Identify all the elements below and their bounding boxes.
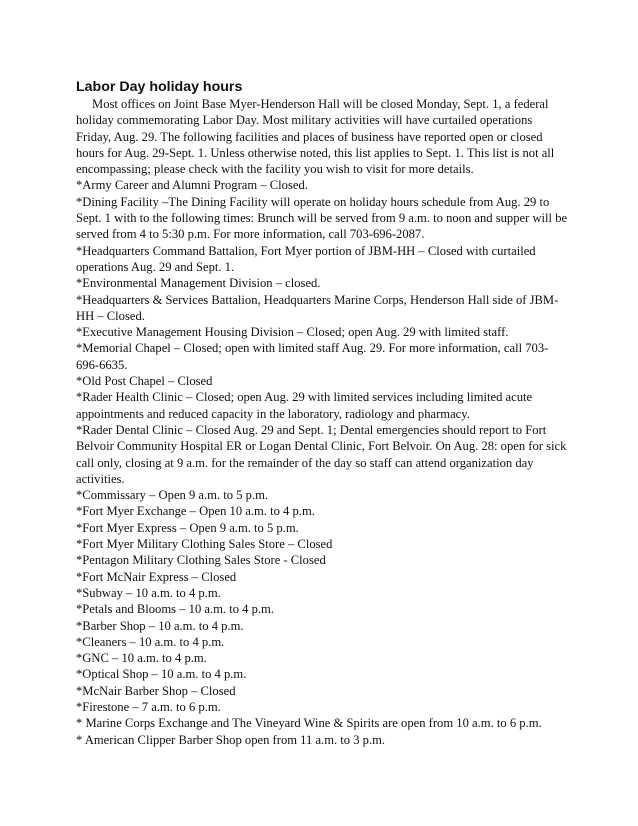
list-item-fort-myer-express: *Fort Myer Express – Open 9 a.m. to 5 p.m.	[76, 520, 299, 535]
list-item-firestone: *Firestone – 7 a.m. to 6 p.m.	[76, 699, 221, 714]
list-item-fort-myer-clothing: *Fort Myer Military Clothing Sales Store – Closed	[76, 537, 333, 552]
document-title: Labor Day holiday hours	[76, 79, 243, 95]
list-item-pentagon-clothing: *Pentagon Military Clothing Sales Store - Closed	[76, 553, 326, 568]
list-item-army-career: *Army Career and Alumni Program – Closed.	[76, 178, 308, 193]
list-item-hq-services-battalion: *Headquarters & Services Battalion, Headquarters Marine Corps, Henderson Hall side of JBM-HH – Closed.	[76, 292, 559, 323]
list-item-rader-health-clinic: *Rader Health Clinic – Closed; open Aug. 29 with limited services including limited acute appointments and reduced capacity in the laboratory, radiology and pharmacy.	[76, 390, 533, 421]
list-item-petals-and-blooms: *Petals and Blooms – 10 a.m. to 4 p.m.	[76, 602, 274, 617]
list-item-optical-shop: *Optical Shop – 10 a.m. to 4 p.m.	[76, 667, 247, 682]
document-body	[76, 96, 568, 748]
list-item-hq-command-battalion: *Headquarters Command Battalion, Fort Myer portion of JBM-HH – Closed with curtailed operations Aug. 29 and Sept. 1.	[76, 243, 536, 274]
list-item-marine-corps-exchange: * Marine Corps Exchange and The Vineyard Wine & Spirits are open from 10 a.m. to 6 p.m.	[76, 716, 542, 731]
list-item-cleaners: *Cleaners – 10 a.m. to 4 p.m.	[76, 634, 225, 649]
list-item-environmental-management: *Environmental Management Division – closed.	[76, 276, 321, 291]
list-item-commissary: *Commissary – Open 9 a.m. to 5 p.m.	[76, 488, 269, 503]
list-item-executive-housing: *Executive Management Housing Division – Closed; open Aug. 29 with limited staff.	[76, 325, 509, 340]
list-item-fort-myer-exchange: *Fort Myer Exchange – Open 10 a.m. to 4 p.m.	[76, 504, 315, 519]
list-item-mcnair-barber-shop: *McNair Barber Shop – Closed	[76, 683, 236, 698]
list-item-dining-facility: *Dining Facility –The Dining Facility will operate on holiday hours schedule from Aug. 29 to Sept. 1 with to the following times: Brunch will be served from 9 a.m. to noon and supper will be served from 4 to 5:30 p.m. For more information, call 703-696-2087.	[76, 194, 568, 242]
list-item-barber-shop: *Barber Shop – 10 a.m. to 4 p.m.	[76, 618, 244, 633]
list-item-old-post-chapel: *Old Post Chapel – Closed	[76, 374, 213, 389]
intro-paragraph: Most offices on Joint Base Myer-Henderson Hall will be closed Monday, Sept. 1, a federal holiday commemorating Labor Day. Most military activities will have curtailed operations Friday, Aug. 29. The following facilities and places of business have reported open or closed hours for Aug. 29-Sept. 1. Unless otherwise noted, this list applies to Sept. 1. This list is not all encompassing; please check with the facility you wish to visit for more details.	[76, 97, 555, 177]
list-item-american-clipper: * American Clipper Barber Shop open from 11 a.m. to 3 p.m.	[76, 732, 386, 747]
list-item-memorial-chapel: *Memorial Chapel – Closed; open with limited staff Aug. 29. For more information, call 703-696-6635.	[76, 341, 549, 372]
list-item-subway: *Subway – 10 a.m. to 4 p.m.	[76, 585, 221, 600]
document-page	[76, 78, 568, 748]
list-item-gnc: *GNC – 10 a.m. to 4 p.m.	[76, 651, 207, 666]
list-item-rader-dental-clinic: *Rader Dental Clinic – Closed Aug. 29 and Sept. 1; Dental emergencies should report to Fort Belvoir Community Hospital ER or Logan Dental Clinic, Fort Belvoir. On Aug. 28: open for sick call only, closing at 9 a.m. for the remainder of the day so staff can attend organization day activities.	[76, 422, 567, 486]
list-item-fort-mcnair-express: *Fort McNair Express – Closed	[76, 569, 237, 584]
